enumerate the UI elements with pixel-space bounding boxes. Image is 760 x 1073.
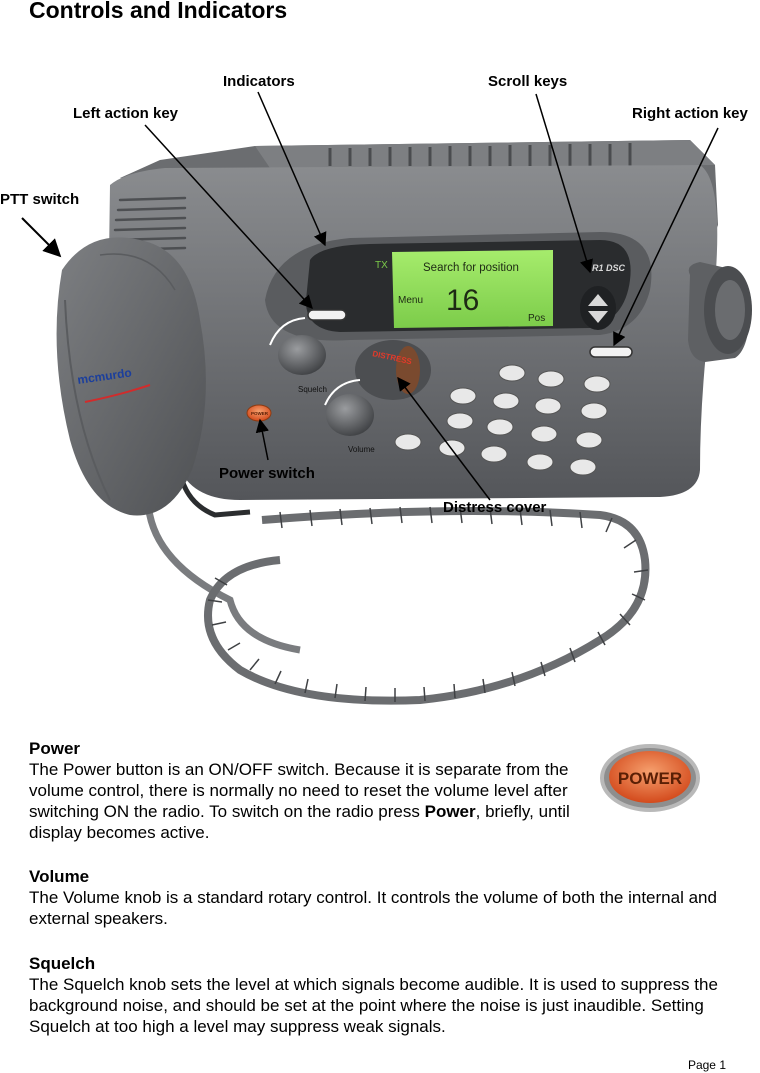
squelch-section <box>29 953 719 1037</box>
display-tx: TX <box>375 260 388 271</box>
power-button-image <box>598 742 702 814</box>
squelch-heading: Squelch <box>29 954 96 973</box>
display-channel: 16 <box>446 284 480 317</box>
callout-scroll-keys: Scroll keys <box>488 73 568 90</box>
callout-ptt-switch: PTT switch <box>0 191 80 208</box>
display-pos: Pos <box>528 313 546 324</box>
coiled-cord <box>208 511 645 701</box>
volume-section <box>29 866 719 929</box>
brand-logo: mcmurdo <box>76 365 133 387</box>
volume-text: The Volume knob is a standard rotary control. It controls the volume of both the internal and external speakers. <box>29 888 717 928</box>
callout-left-action-key: Left action key <box>73 105 179 122</box>
callout-right-action-key: Right action key <box>632 105 748 122</box>
power-text-after: , briefly, until display becomes active. <box>29 802 570 842</box>
page-number: Page 1 <box>687 1058 726 1072</box>
squelch-text: The Squelch knob sets the level at which signals become audible. It is used to suppress the background noise, and should be set at the point where the noise is just inaudible. Setting Squelch at too high a level may suppress weak signals. <box>29 975 718 1036</box>
display-menu: Menu <box>398 295 424 306</box>
power-text-before: The Power button is an ON/OFF switch. Because it is separate from the volume control, there is normally no need to reset the volume level after switching ON the radio. To switch on the radio press <box>29 760 569 821</box>
callout-indicators: Indicators <box>223 73 295 90</box>
scroll-keys[interactable] <box>580 286 616 330</box>
power-button-label: POWER <box>251 411 269 416</box>
volume-heading: Volume <box>29 867 90 886</box>
arrow-ptt-switch <box>22 218 60 256</box>
callout-power-switch: Power switch <box>219 465 315 482</box>
callout-distress-cover: Distress cover <box>443 499 547 516</box>
cord-coils <box>208 507 648 702</box>
left-action-key[interactable] <box>308 310 346 320</box>
power-badge-label: POWER <box>617 769 683 788</box>
power-text <box>29 759 574 843</box>
display-line1: Search for position <box>423 262 519 274</box>
page-title: Controls and Indicators <box>29 0 288 23</box>
distress-cover[interactable] <box>355 340 431 400</box>
power-section <box>29 738 574 843</box>
lcd-display <box>375 250 553 328</box>
squelch-label: Squelch <box>298 385 327 394</box>
volume-label: Volume <box>348 445 375 454</box>
power-button[interactable] <box>247 405 271 421</box>
model-badge: R1 DSC <box>592 263 626 273</box>
power-text-bold: Power <box>424 802 476 821</box>
right-action-key[interactable] <box>590 347 632 357</box>
distress-label: DISTRESS <box>371 349 413 367</box>
power-heading: Power <box>29 739 81 758</box>
